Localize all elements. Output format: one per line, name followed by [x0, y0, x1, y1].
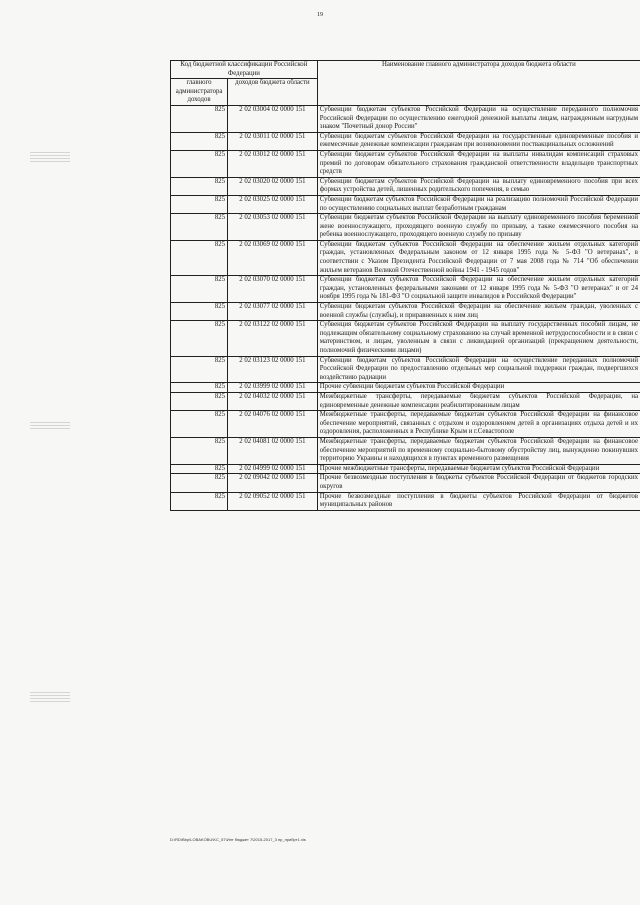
table-row: [171, 474, 640, 492]
admin-code-cell: 825: [171, 105, 228, 132]
revenue-name-cell: Межбюджетные трансферты, передаваемые бюджетам субъектов Российской Федерации на финансовое обеспечение мероприятий, связанных с отдыхом и оздоровлением детей в организациях отдыха детей и их оздоровления, расположенных в Республике Крым и г.Севастополе: [317, 411, 640, 438]
revenue-name-cell: Прочие межбюджетные трансферты, передаваемые бюджетам субъектов Российской Федерации: [317, 464, 640, 474]
table-row: [171, 132, 640, 150]
table-row: [171, 150, 640, 177]
table-row: [171, 356, 640, 383]
admin-code-cell: 825: [171, 303, 228, 321]
page-number: 19: [317, 12, 323, 18]
admin-code-cell: 825: [171, 321, 228, 356]
revenue-code-cell: 2 02 03123 02 0000 151: [228, 356, 318, 383]
header-main-admin: главного администратора доходов: [171, 79, 228, 106]
admin-code-cell: 825: [171, 492, 228, 510]
revenue-code-cell: 2 02 03077 02 0000 151: [228, 303, 318, 321]
table-body: [171, 105, 640, 510]
admin-code-cell: 825: [171, 150, 228, 177]
revenue-name-cell: Субвенции бюджетам субъектов Российской Федерации на выплаты инвалидам компенсаций страховых премий по договорам обязательного страхования гражданской ответственности владельцев транспортных средств: [317, 150, 640, 177]
table-row: [171, 464, 640, 474]
revenue-name-cell: Субвенции бюджетам субъектов Российской Федерации на выплату единовременного пособия при всех формах устройства детей, лишенных родительского попечения, в семью: [317, 177, 640, 195]
revenue-code-cell: 2 02 03020 02 0000 151: [228, 177, 318, 195]
admin-code-cell: 825: [171, 411, 228, 438]
margin-scan-noise: [30, 150, 70, 210]
revenue-code-cell: 2 02 03069 02 0000 151: [228, 240, 318, 275]
revenue-code-cell: 2 02 03012 02 0000 151: [228, 150, 318, 177]
admin-code-cell: 825: [171, 383, 228, 393]
revenue-name-cell: Субвенции бюджетам субъектов Российской Федерации на выплату единовременного пособия беременной жене военнослужащего, проходящего военную службу по призыву, а также ежемесячного пособия на ребенка военнослужащего, проходящего военную службу по призыву: [317, 214, 640, 241]
revenue-code-cell: 2 02 03070 02 0000 151: [228, 276, 318, 303]
table-row: [171, 105, 640, 132]
admin-code-cell: 825: [171, 356, 228, 383]
admin-code-cell: 825: [171, 177, 228, 195]
revenue-name-cell: Субвенция бюджетам субъектов Российской Федерации на выплату государственных пособий лицам, не подлежащим обязательному социальному страхованию на случай временной нетрудоспособности и в связи с материнством, и лицам, уволенным в связи с ликвидацией организаций (прекращением деятельности, полномочий физическими лицами): [317, 321, 640, 356]
revenue-name-cell: Субвенции бюджетам субъектов Российской Федерации на обеспечение жильем граждан, уволенных с военной службы (службы), и приравненных к ним лиц: [317, 303, 640, 321]
revenue-name-cell: Межбюджетные трансферты, передаваемые бюджетам субъектов Российской Федерации, на единовременные денежные компенсации реабилитированным лицам: [317, 392, 640, 410]
revenue-code-cell: 2 02 04076 02 0000 151: [228, 411, 318, 438]
table-row: [171, 321, 640, 356]
admin-code-cell: 825: [171, 195, 228, 213]
table-row: [171, 214, 640, 241]
file-path-footer: D:\RD\Bbp\LOBAKOBU\KC_57\Инт бюджет 7\2015-2017_3 пр_прибрт1.xls: [170, 837, 306, 842]
table-row: [171, 195, 640, 213]
table-row: [171, 240, 640, 275]
revenue-code-cell: 2 02 04032 02 0000 151: [228, 392, 318, 410]
revenue-name-cell: Субвенции бюджетам субъектов Российской Федерации на государственные единовременные пособия и ежемесячные денежные компенсации гражданам при возникновении поствакцинальных осложнений: [317, 132, 640, 150]
revenue-code-cell: 2 02 03999 02 0000 151: [228, 383, 318, 393]
revenue-name-cell: Субвенции бюджетам субъектов Российской Федерации на обеспечение жильем отдельных категорий граждан, установленных федеральными законами от 12 января 1995 года № 5-ФЗ "О ветеранах" и от 24 ноября 1995 года № 181-ФЗ "О социальной защите инвалидов в Российской Федерации": [317, 276, 640, 303]
revenue-code-cell: 2 02 09042 02 0000 151: [228, 474, 318, 492]
revenue-name-cell: Прочие безвозмездные поступления в бюджеты субъектов Российской Федерации от бюджетов городских округов: [317, 474, 640, 492]
revenue-name-cell: Субвенции бюджетам субъектов Российской Федерации на осуществление переданного полномочия Российской Федерации по осуществлению ежегодной денежной выплаты лицам, награжденным нагрудным знаком "Почетный донор России": [317, 105, 640, 132]
header-admin-name: Наименование главного администратора доходов бюджета области: [317, 61, 640, 106]
revenue-code-cell: 2 02 03004 02 0000 151: [228, 105, 318, 132]
header-classification-group: Код бюджетной классификации Российской Федерации: [171, 61, 318, 79]
admin-code-cell: 825: [171, 474, 228, 492]
revenue-name-cell: Субвенции бюджетам субъектов Российской Федерации на осуществление переданных полномочий Российской Федерации по предоставлению отдельных мер социальной поддержки граждан, подвергшихся воздействию радиации: [317, 356, 640, 383]
revenue-code-cell: 2 02 04999 02 0000 151: [228, 464, 318, 474]
revenue-name-cell: Прочие безвозмездные поступления в бюджеты субъектов Российской Федерации от бюджетов муниципальных районов: [317, 492, 640, 510]
revenue-code-cell: 2 02 03122 02 0000 151: [228, 321, 318, 356]
admin-code-cell: 825: [171, 240, 228, 275]
margin-scan-noise: [30, 690, 70, 750]
table-row: [171, 383, 640, 393]
revenue-code-cell: 2 02 03053 02 0000 151: [228, 214, 318, 241]
revenue-name-cell: Субвенции бюджетам субъектов Российской Федерации на обеспечение жильем отдельных категорий граждан, установленных Федеральным законом от 12 января 1995 года № 5-ФЗ "О ветеранах", в соответствии с Указом Президента Российской Федерации от 7 мая 2008 года № 714 "Об обеспечении жильем ветеранов Великой Отечественной войны 1941 - 1945 годов": [317, 240, 640, 275]
margin-scan-noise: [30, 420, 70, 480]
admin-code-cell: 825: [171, 276, 228, 303]
revenue-name-cell: Межбюджетные трансферты, передаваемые бюджетам субъектов Российской Федерации на финансовое обеспечение мероприятий по временному социально-бытовому обустройству лиц, вынужденно покинувших территорию Украины и находящихся в пунктах временного размещения: [317, 437, 640, 464]
revenue-classification-table: [170, 60, 640, 511]
revenue-code-cell: 2 02 09052 02 0000 151: [228, 492, 318, 510]
table-row: [171, 437, 640, 464]
admin-code-cell: 825: [171, 214, 228, 241]
table-row: [171, 303, 640, 321]
admin-code-cell: 825: [171, 132, 228, 150]
table-row: [171, 177, 640, 195]
table-row: [171, 492, 640, 510]
admin-code-cell: 825: [171, 392, 228, 410]
table-row: [171, 392, 640, 410]
revenue-code-cell: 2 02 03025 02 0000 151: [228, 195, 318, 213]
table-row: [171, 276, 640, 303]
revenue-code-cell: 2 02 03011 02 0000 151: [228, 132, 318, 150]
admin-code-cell: 825: [171, 437, 228, 464]
header-revenue-code: доходов бюджета области: [228, 79, 318, 106]
revenue-name-cell: Субвенции бюджетам субъектов Российской Федерации на реализацию полномочий Российской Федерации по осуществлению социальных выплат безработным гражданам: [317, 195, 640, 213]
revenue-name-cell: Прочие субвенции бюджетам субъектов Российской Федерации: [317, 383, 640, 393]
revenue-code-cell: 2 02 04081 02 0000 151: [228, 437, 318, 464]
admin-code-cell: 825: [171, 464, 228, 474]
table-row: [171, 411, 640, 438]
